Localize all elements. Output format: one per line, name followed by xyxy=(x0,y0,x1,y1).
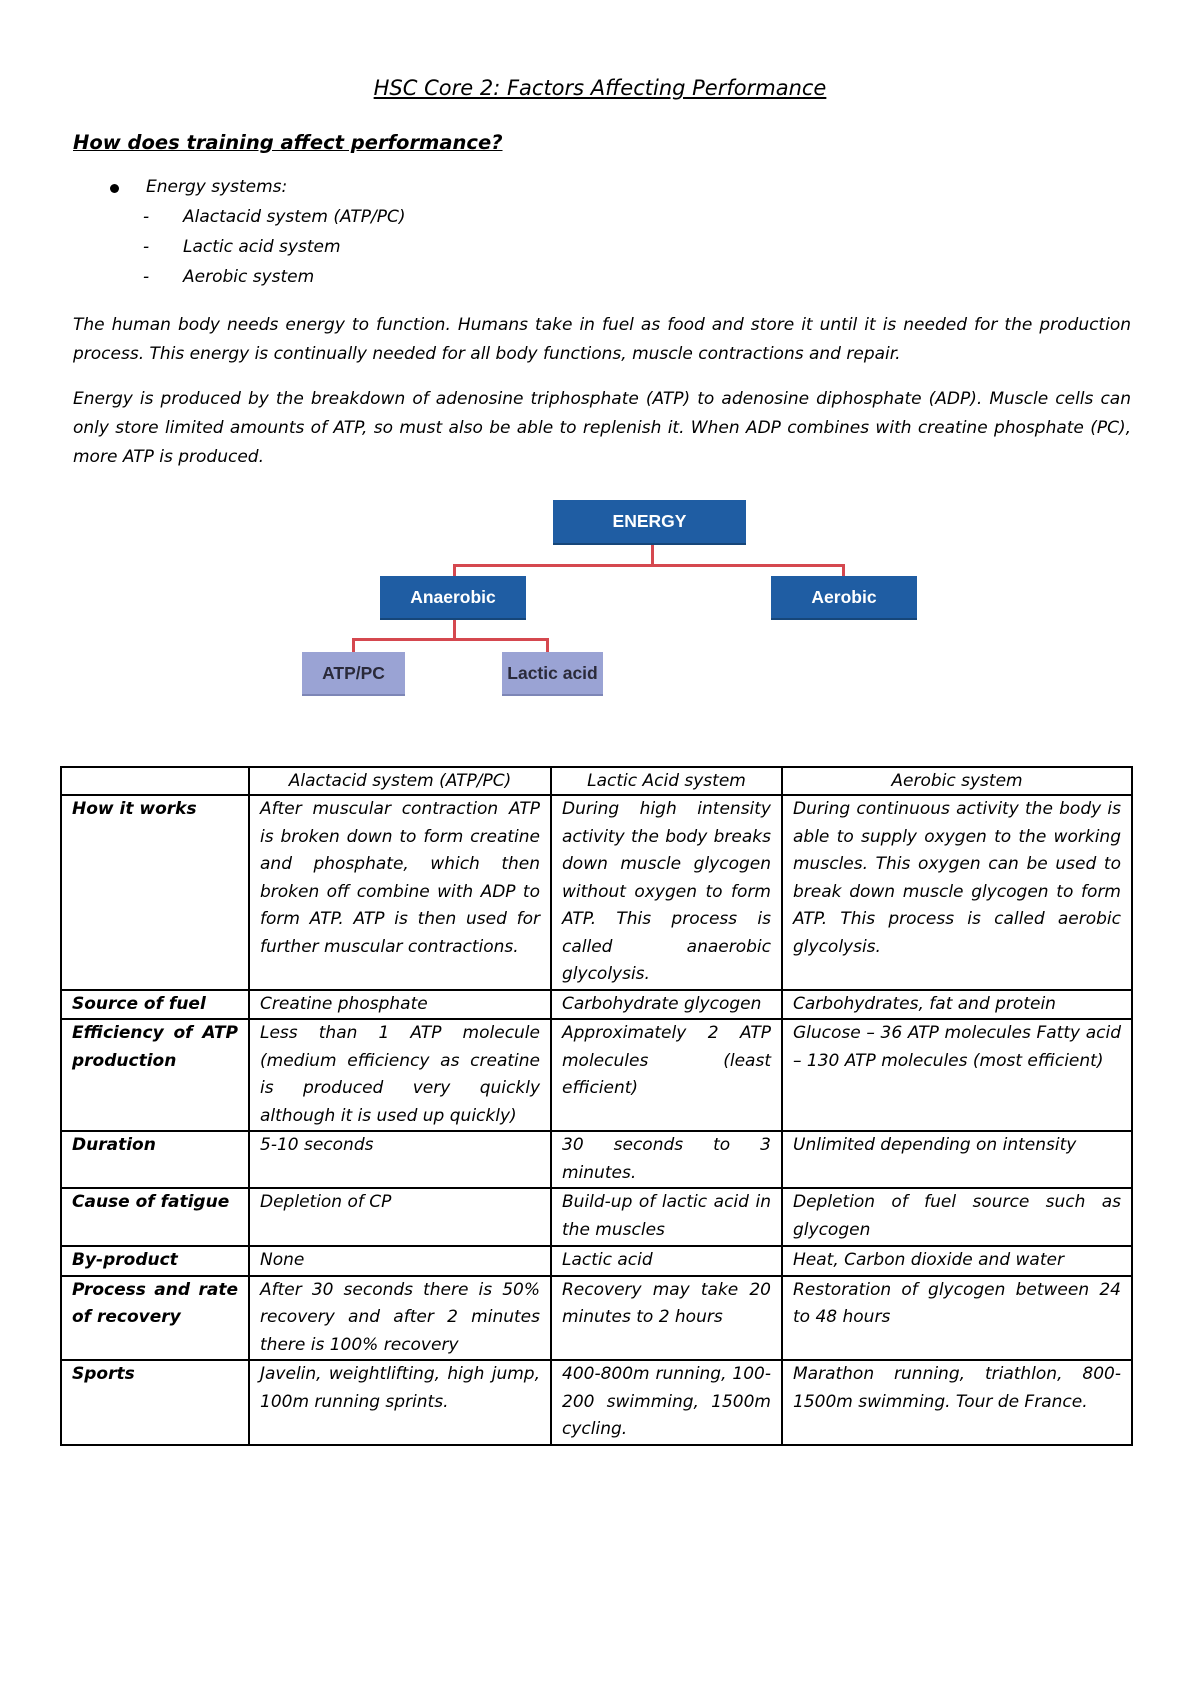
row-header: Source of fuel xyxy=(61,990,249,1020)
table-row xyxy=(61,1188,1132,1246)
table-cell: Carbohydrates, fat and protein xyxy=(782,990,1132,1020)
table-cell: Marathon running, triathlon, 800-1500m swimming. Tour de France. xyxy=(782,1360,1132,1445)
table-cell: Depletion of fuel source such as glycogen xyxy=(782,1188,1132,1246)
row-header: Cause of fatigue xyxy=(61,1188,249,1246)
row-header: How it works xyxy=(61,795,249,990)
table-row xyxy=(61,1019,1132,1131)
table-cell: Creatine phosphate xyxy=(249,990,551,1020)
table-cell: 5-10 seconds xyxy=(249,1131,551,1188)
aerobic-box: Aerobic xyxy=(771,576,917,620)
connector-line xyxy=(352,638,548,641)
table-header-cell: Lactic Acid system xyxy=(551,767,782,795)
anaerobic-box: Anaerobic xyxy=(380,576,526,620)
table-row xyxy=(61,1360,1132,1445)
table-cell: Heat, Carbon dioxide and water xyxy=(782,1246,1132,1276)
table-header-row xyxy=(61,767,1132,795)
paragraph: Energy is produced by the breakdown of adenosine triphosphate (ATP) to adenosine diphosphate (ADP). Muscle cells can only store limited amounts of ATP, so must also be able to replenish it. When ADP combines with creatine phosphate (PC), more ATP is produced. xyxy=(73,389,1131,467)
table-cell: After muscular contraction ATP is broken down to form creatine and phosphate, which then broken off combine with ADP to form ATP. ATP is then used for further muscular contractions. xyxy=(249,795,551,990)
table-header-cell: Aerobic system xyxy=(782,767,1132,795)
connector-line xyxy=(453,618,456,640)
row-header: Sports xyxy=(61,1360,249,1445)
list-label: Energy systems: xyxy=(146,177,288,197)
table-cell: Javelin, weightlifting, high jump, 100m running sprints. xyxy=(249,1360,551,1445)
table-cell: Build-up of lactic acid in the muscles xyxy=(551,1188,782,1246)
table-cell: Restoration of glycogen between 24 to 48 hours xyxy=(782,1276,1132,1361)
section-heading: How does training affect performance? xyxy=(73,131,503,154)
list-item-text: Alactacid system (ATP/PC) xyxy=(183,207,406,227)
table-row xyxy=(61,795,1132,990)
table-cell: Lactic acid xyxy=(551,1246,782,1276)
dash-marker: - xyxy=(143,237,150,257)
list-item-text: Lactic acid system xyxy=(183,237,341,257)
bullet-dot-icon xyxy=(110,184,119,193)
table-cell: Recovery may take 20 minutes to 2 hours xyxy=(551,1276,782,1361)
table-cell: During high intensity activity the body breaks down muscle glycogen without oxygen to form ATP. This process is called anaerobic glycolysis. xyxy=(551,795,782,990)
table-row xyxy=(61,1276,1132,1361)
lactic-acid-box: Lactic acid xyxy=(502,652,603,696)
table-row xyxy=(61,990,1132,1020)
table-cell: Glucose – 36 ATP molecules Fatty acid – 130 ATP molecules (most efficient) xyxy=(782,1019,1132,1131)
row-header: Duration xyxy=(61,1131,249,1188)
table-cell: None xyxy=(249,1246,551,1276)
row-header: Process and rate of recovery xyxy=(61,1276,249,1361)
table-cell: 400-800m running, 100-200 swimming, 1500m cycling. xyxy=(551,1360,782,1445)
table-cell: Unlimited depending on intensity xyxy=(782,1131,1132,1188)
table-cell: Less than 1 ATP molecule (medium efficiency as creatine is produced very quickly although it is used up quickly) xyxy=(249,1019,551,1131)
dash-marker: - xyxy=(143,207,150,227)
table-header-cell xyxy=(61,767,249,795)
energy-systems-table xyxy=(60,766,1133,1446)
table-cell: 30 seconds to 3 minutes. xyxy=(551,1131,782,1188)
connector-line xyxy=(651,542,654,566)
connector-line xyxy=(453,564,843,567)
page-title: HSC Core 2: Factors Affecting Performance xyxy=(373,76,827,100)
table-cell: Approximately 2 ATP molecules (least efficient) xyxy=(551,1019,782,1131)
table-header-cell: Alactacid system (ATP/PC) xyxy=(249,767,551,795)
table-cell: After 30 seconds there is 50% recovery and after 2 minutes there is 100% recovery xyxy=(249,1276,551,1361)
row-header: Efficiency of ATP production xyxy=(61,1019,249,1131)
atp-pc-box: ATP/PC xyxy=(302,652,405,696)
dash-marker: - xyxy=(143,267,150,287)
table-cell: Depletion of CP xyxy=(249,1188,551,1246)
row-header: By-product xyxy=(61,1246,249,1276)
table-cell: Carbohydrate glycogen xyxy=(551,990,782,1020)
energy-box: ENERGY xyxy=(553,500,746,545)
list-item-text: Aerobic system xyxy=(183,267,315,287)
table-row xyxy=(61,1131,1132,1188)
table-cell: During continuous activity the body is able to supply oxygen to the working muscles. This oxygen can be used to break down muscle glycogen to form ATP. This process is called aerobic glycolysis. xyxy=(782,795,1132,990)
table-row xyxy=(61,1246,1132,1276)
paragraph: The human body needs energy to function. Humans take in fuel as food and store it until it is needed for the production process. This energy is continually needed for all body functions, muscle contractions and repair. xyxy=(73,315,1131,364)
